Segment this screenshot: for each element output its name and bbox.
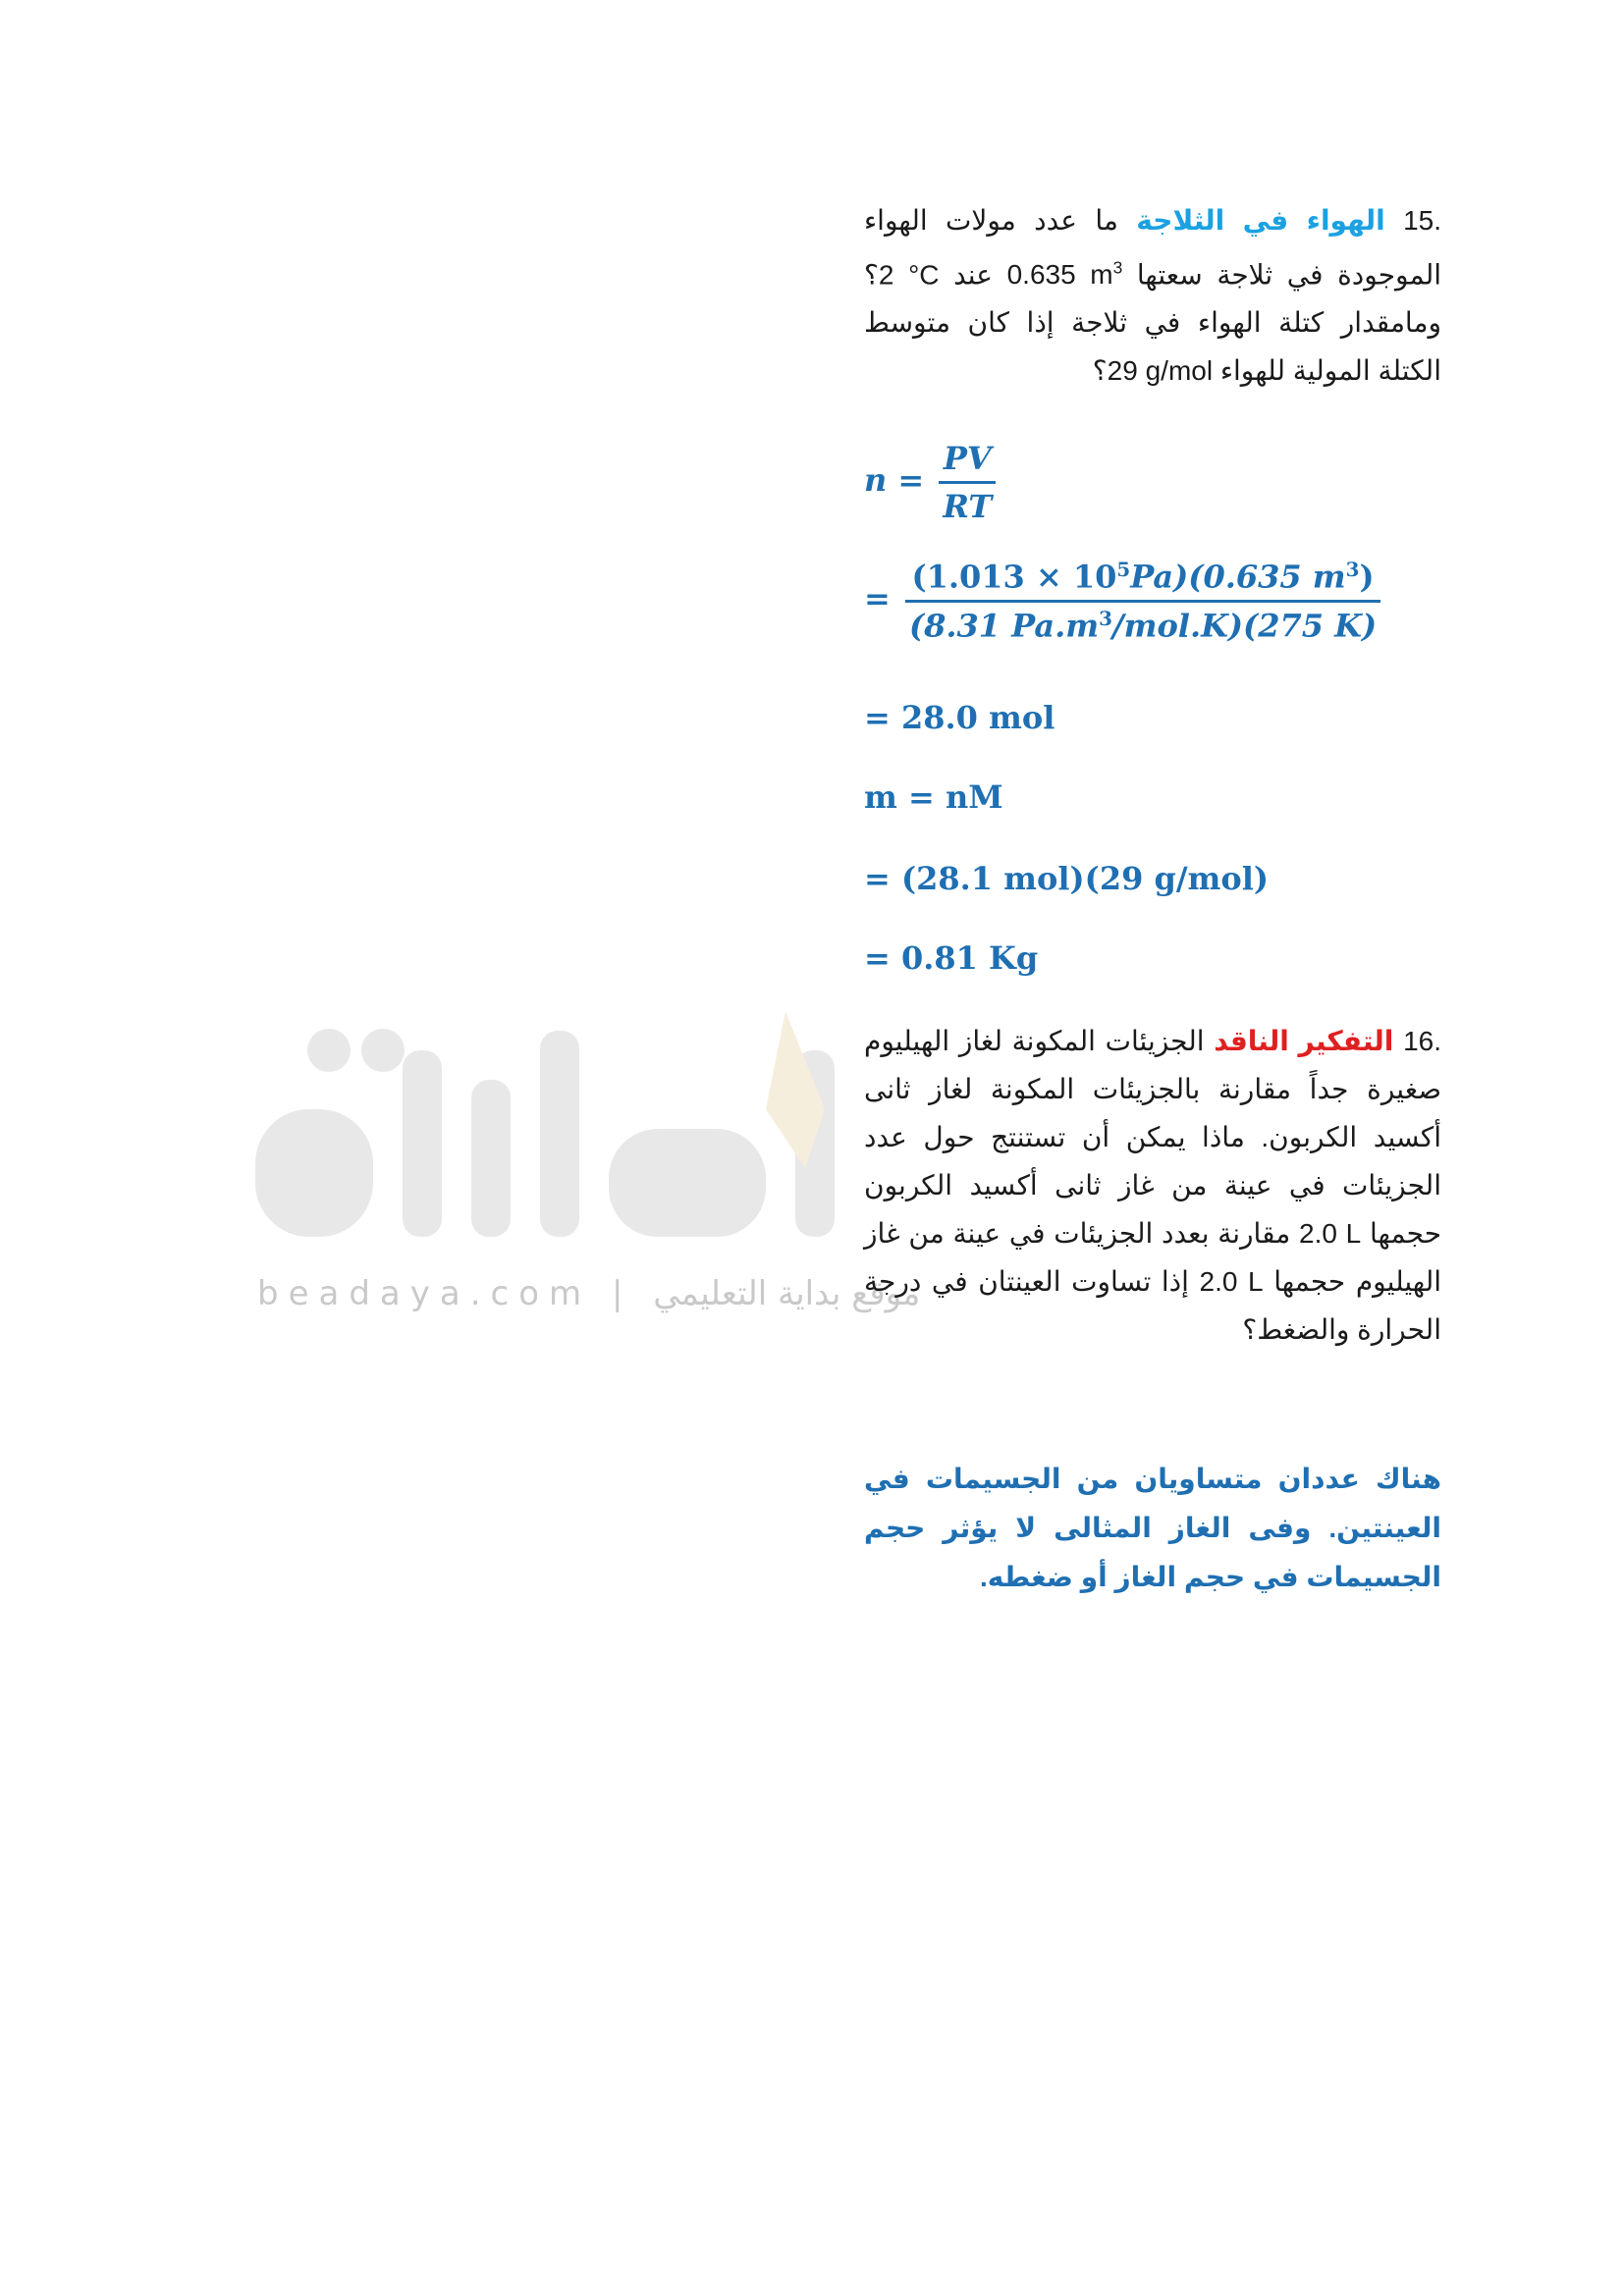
question-15-text-2: عند [953,259,993,291]
question-16-text-1: الجزيئات المكونة لغاز الهيليوم صغيرة جداً مقارنة بالجزيئات المكونة لغاز ثانى أكسيد الكربون. ماذا يمكن أن تستنتج حول عدد الجزيئات في عينة من غاز ثانى أكسيد الكربون حجمها [864,1026,1442,1249]
solution-15-line-2: = $\frac{(1.013 \times 10^5Pa)(0.635 m^3)}{(8.31 Pa.m^3/mol.K)(275 K)}$ [864,558,1384,644]
question-16-text-3: إذا تساوت العينتان في درجة الحرارة والضغط؟ [864,1266,1441,1345]
question-16 [864,1017,1441,1354]
solution-15-line-3: = 28.0 mol [864,699,1055,736]
solution-15-line-5: = (28.1 mol)(29 g/mol) [864,860,1270,897]
question-15-text-3: ؟ ومامقدار كتلة الهواء في ثلاجة إذا كان متوسط الكتلة المولية للهواء [864,259,1441,387]
question-15-title: الهواء في الثلاجة [1136,205,1385,236]
solution-15-line-4: m = nM [864,778,1003,816]
question-16-volume-2: 2.0 L [1199,1266,1264,1297]
question-16-title: التفكير الناقد [1214,1026,1394,1056]
answer-16: هناك عددان متساويان من الجسيمات في العينتين. وفى الغاز المثالى لا يؤثر حجم الجسيمات في حجم الغاز أو ضغطه. [864,1464,1441,1592]
question-16-number: 16. [1403,1026,1442,1056]
question-15-molar-mass: 29 g/mol [1107,355,1214,387]
question-15-number: 15. [1403,205,1442,236]
question-15-temp: 2 °C [878,259,940,291]
watermark-text: beadaya.com | موقع بداية التعليمي [257,1274,921,1313]
solution-15-line-1: n = $\frac{PV}{RT}$ [864,440,1000,525]
question-16-text-2: مقارنة بعدد الجزيئات في عينة من غاز الهيليوم حجمها [864,1218,1442,1297]
fraction-substitution: $\frac{(1.013 \times 10^5Pa)(0.635 m^3)}{(8.31 Pa.m^3/mol.K)(275 K)}$ [905,558,1380,644]
solution-15-line-6: = 0.81 Kg [864,939,1039,977]
question-15-text-4: ؟ [1092,355,1108,387]
question-15 [864,196,1441,395]
fraction-pv-rt: $\frac{PV}{RT}$ [939,440,996,525]
question-15-volume: 0.635 $m^3$ [1006,258,1123,291]
question-15-text-1: ما عدد مولات الهواء الموجودة في ثلاجة سعتها [864,205,1442,291]
question-16-volume-1: 2.0 L [1299,1218,1362,1249]
